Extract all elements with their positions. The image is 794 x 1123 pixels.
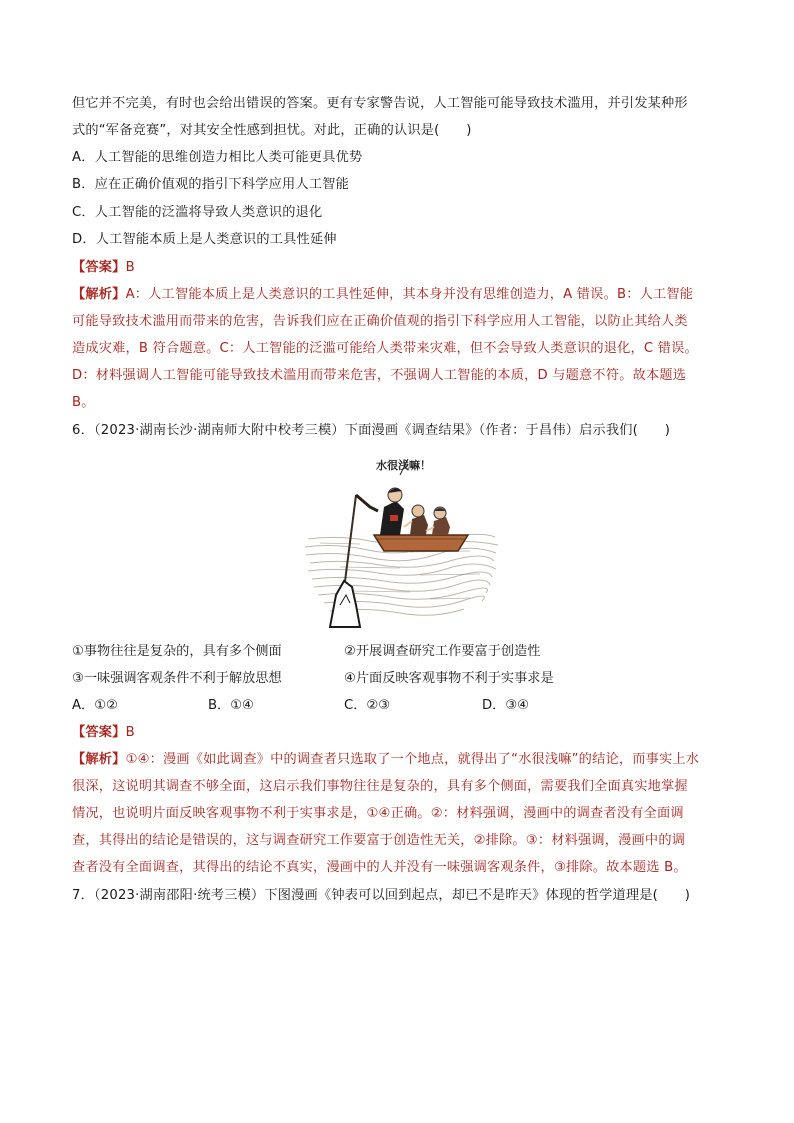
q6-analysis-line-2: 很深，这说明其调查不够全面，这启示我们事物往往是复杂的，具有多个侧面，需要我们全面真实地掌握: [72, 779, 688, 794]
q5-analysis-text-1: A：人工智能本质上是人类意识的工具性延伸，其本身并没有思维创造力，A 错误。B：人工智能: [125, 287, 694, 302]
q6-choice-c: C．②③: [344, 698, 391, 713]
cartoon-caption: 水很浅嘛！: [376, 459, 431, 472]
q7-stem: 7．（2023·湖南邵阳·统考三模）下图漫画《钟表可以回到起点，却已不是昨天》体现的哲学道理是( ): [72, 888, 691, 903]
q6-statement-3: ③一味强调客观条件不利于解放思想: [72, 671, 282, 686]
q6-answer-tag: 【答案】: [72, 725, 126, 740]
q6-stem: 6．（2023·湖南长沙·湖南师大附中校考三模）下面漫画《调查结果》（作者：于昌伟）启示我们( ): [72, 423, 671, 438]
q6-statement-2: ②开展调查研究工作要富于创造性: [344, 644, 541, 659]
q5-option-a: A．人工智能的思维创造力相比人类可能更具优势: [72, 150, 363, 165]
q5-answer: [72, 258, 732, 278]
q6-analysis-line-4: 查，其得出的结论是错误的，这与调查研究工作要富于创造性无关，②排除。③：材料强调，漫画中的调: [72, 833, 686, 848]
q5-option-d: D．人工智能本质上是人类意识的工具性延伸: [72, 232, 337, 247]
q6-analysis-tag: 【解析】: [72, 752, 126, 767]
q5-option-b: B．应在正确价值观的指引下科学应用人工智能: [72, 177, 349, 192]
q5-option-c: C．人工智能的泛滥将导致人类意识的退化: [72, 205, 323, 220]
q6-choice-b: B．①④: [208, 698, 254, 713]
q6-answer-value: B: [125, 725, 135, 740]
q6-analysis-line-5: 查者没有全面调查，其得出的结论不真实，漫画中的人并没有一味强调客观条件，③排除。故本题选 B。: [72, 860, 687, 875]
q5-answer-value: B: [125, 260, 135, 275]
q5-analysis-line-5: B。: [72, 395, 95, 410]
q6-answer: [72, 723, 732, 743]
q5-analysis-tag: 【解析】: [72, 287, 126, 302]
survey-cartoon-image: [300, 455, 500, 633]
q5-stem-line-1: 但它并不完美，有时也会给出错误的答案。更有专家警告说，人工智能可能导致技术滥用，并引发某种形: [72, 96, 688, 111]
q6-analysis-line-3: 情况，也说明片面反映客观事物不利于实事求是，①④正确。②：材料强调，漫画中的调查者没有全面调: [72, 806, 684, 821]
q6-analysis-text-1: ①④：漫画《如此调查》中的调查者只选取了一个地点，就得出了“水很浅嘛”的结论，而事实上水: [125, 752, 700, 767]
q5-analysis-line-1: [72, 285, 732, 305]
q6-choice-d: D．③④: [482, 698, 529, 713]
q5-answer-tag: 【答案】: [72, 260, 126, 275]
q6-analysis-line-1: [72, 750, 732, 770]
q6-choice-a: A．①②: [72, 698, 118, 713]
q6-statement-4: ④片面反映客观事物不利于实事求是: [344, 671, 554, 686]
q5-analysis-line-2: 可能导致技术滥用而带来的危害，告诉我们应在正确价值观的指引下科学应用人工智能，以防止其给人类: [72, 314, 688, 329]
q5-analysis-line-3: 造成灾难，B 符合题意。C：人工智能的泛滥可能给人类带来灾难，但不会导致人类意识的退化，C 错误。: [72, 341, 698, 356]
q5-stem-line-2: 式的“军备竞赛”，对其安全性感到担忧。对此，正确的认识是( ): [72, 123, 472, 138]
q5-analysis-line-4: D：材料强调人工智能可能导致技术滥用而带来危害，不强调人工智能的本质，D 与题意不符。故本题选: [72, 368, 687, 383]
q6-statement-1: ①事物往往是复杂的，具有多个侧面: [72, 644, 282, 659]
